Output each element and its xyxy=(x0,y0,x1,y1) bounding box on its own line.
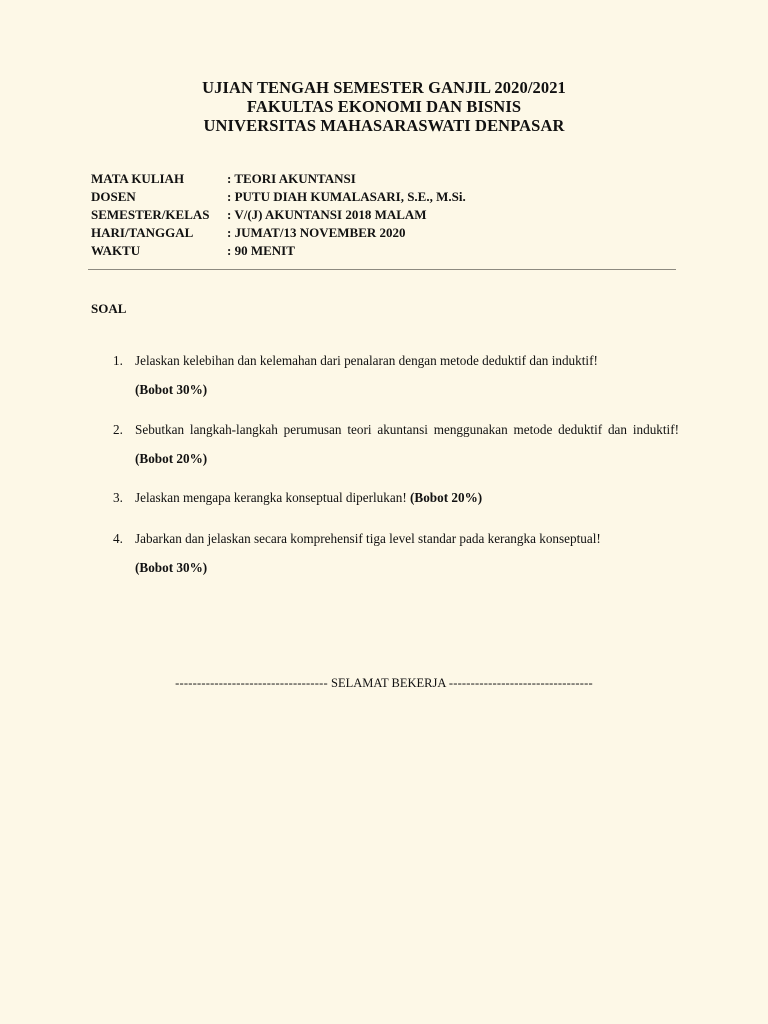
closing-line xyxy=(0,676,768,691)
exam-header xyxy=(0,78,768,135)
info-row-date xyxy=(91,224,466,242)
info-row-semester xyxy=(91,206,466,224)
question-text: Sebutkan langkah-langkah perumusan teori akuntansi menggunakan metode deduktif dan induktif! xyxy=(135,422,679,437)
info-label: HARI/TANGGAL xyxy=(91,225,194,240)
divider-line xyxy=(88,269,676,270)
info-value: : 90 MENIT xyxy=(227,243,295,258)
left-dashes: ----------------------------------- xyxy=(175,676,328,690)
faculty-name: FAKULTAS EKONOMI DAN BISNIS xyxy=(246,97,522,116)
info-row-time xyxy=(91,242,466,260)
question-weight: (Bobot 30%) xyxy=(135,560,208,575)
info-label: MATA KULIAH xyxy=(91,171,185,186)
question-weight: (Bobot 20%) xyxy=(135,451,208,466)
info-value: : TEORI AKUNTANSI xyxy=(227,171,356,186)
question-number: 3. xyxy=(113,490,123,505)
question-item xyxy=(113,483,679,512)
question-number: 4. xyxy=(113,531,123,546)
question-text: Jelaskan kelebihan dan kelemahan dari penalaran dengan metode deduktif dan induktif! xyxy=(135,353,598,368)
question-number: 2. xyxy=(113,422,123,437)
question-body xyxy=(135,483,679,512)
question-text: Jelaskan mengapa kerangka konseptual diperlukan! xyxy=(135,490,407,505)
info-value: : V/(J) AKUNTANSI 2018 MALAM xyxy=(227,207,427,222)
question-item xyxy=(113,524,679,582)
right-dashes: --------------------------------- xyxy=(448,676,593,690)
info-row-course xyxy=(91,170,466,188)
question-item xyxy=(113,415,679,473)
info-label: SEMESTER/KELAS xyxy=(91,207,210,222)
closing-text: SELAMAT BEKERJA xyxy=(331,676,446,690)
exam-title: UJIAN TENGAH SEMESTER GANJIL 2020/2021 xyxy=(202,78,566,97)
university-name: UNIVERSITAS MAHASARASWATI DENPASAR xyxy=(203,116,565,135)
info-row-lecturer xyxy=(91,188,466,206)
question-body xyxy=(135,415,679,473)
question-item xyxy=(113,346,679,404)
question-weight: (Bobot 30%) xyxy=(135,382,208,397)
question-body xyxy=(135,346,679,404)
info-label: DOSEN xyxy=(91,189,136,204)
question-body xyxy=(135,524,679,582)
info-value: : JUMAT/13 NOVEMBER 2020 xyxy=(227,225,406,240)
question-weight: (Bobot 20%) xyxy=(410,490,483,505)
question-number: 1. xyxy=(113,353,123,368)
info-value: : PUTU DIAH KUMALASARI, S.E., M.Si. xyxy=(227,189,466,204)
info-label: WAKTU xyxy=(91,243,141,258)
question-text: Jabarkan dan jelaskan secara komprehensif tiga level standar pada kerangka konseptual! xyxy=(135,531,601,546)
section-title: SOAL xyxy=(91,301,127,316)
course-info xyxy=(91,170,466,260)
